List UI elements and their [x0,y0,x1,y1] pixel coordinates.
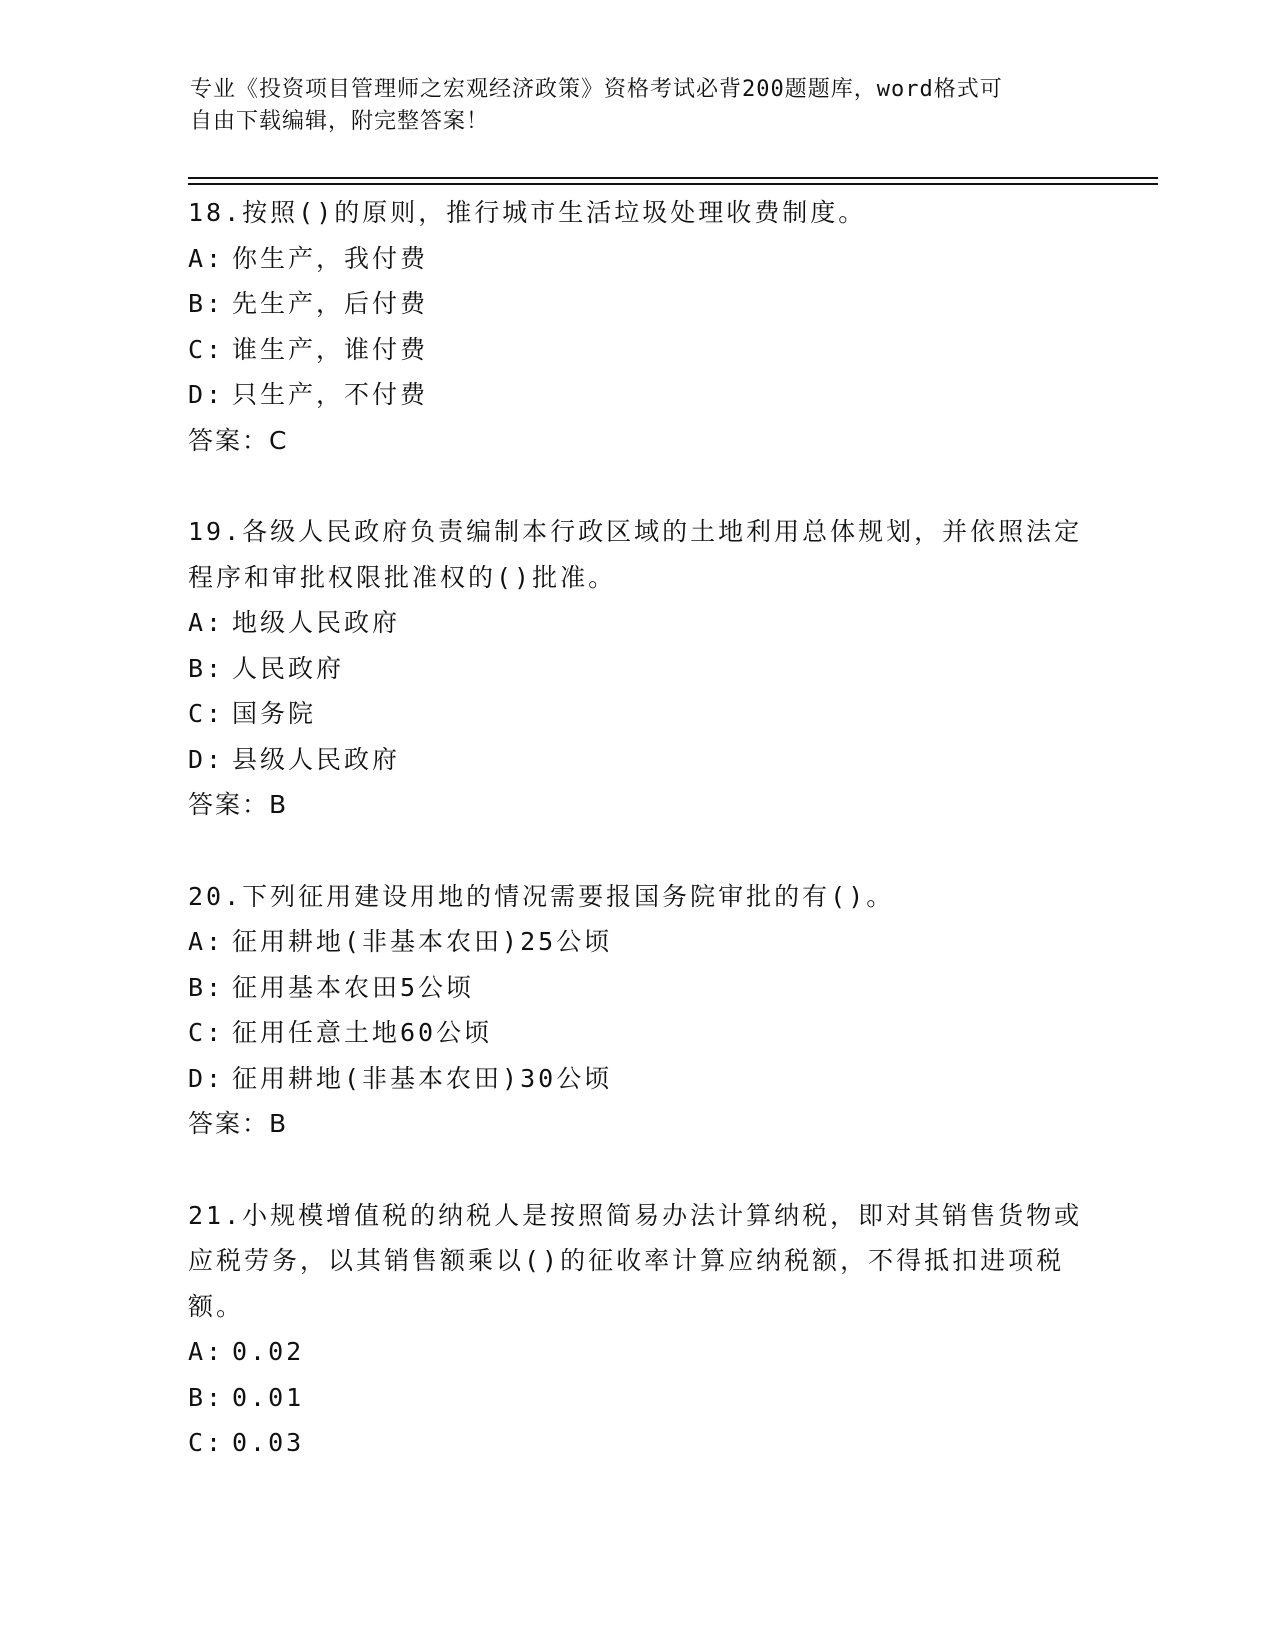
option-key: D: [188,380,225,409]
question-text: 21.小规模增值税的纳税人是按照简易办法计算纳税，即对其销售货物或应税劳务，以其销售额乘以()的征收率计算应纳税额，不得抵扣进项税额。 [188,1200,1083,1321]
option-key: C: [188,1018,225,1047]
option-text: 你生产，我付费 [232,243,429,273]
header-divider-top [188,177,1158,179]
option-text: 0.01 [232,1382,305,1412]
option-c [188,691,1088,737]
option-key: D: [188,744,225,774]
header-line-2: 自由下载编辑，附完整答案！ [190,109,490,134]
option-d [188,1056,1088,1102]
option-key: B: [188,653,225,683]
option-key: A: [188,1337,225,1366]
option-key: D: [188,1063,225,1093]
header-line-1: 专业《投资项目管理师之宏观经济政策》资格考试必背200题题库，word格式可 [190,77,1003,102]
option-c [188,1420,1088,1466]
option-text: 先生产，后付费 [232,289,429,318]
option-text: 0.02 [232,1337,305,1366]
option-d [188,737,1088,783]
option-a [188,600,1088,646]
option-a [188,1329,1088,1375]
question-list [188,190,1088,1512]
option-b [188,1375,1088,1421]
question-20 [188,874,1088,1147]
option-b [188,281,1088,327]
option-key: B: [188,1382,225,1412]
document-header [190,74,1090,138]
option-key: A: [188,243,225,273]
option-d [188,372,1088,418]
question-18 [188,190,1088,463]
option-a [188,919,1088,965]
option-c [188,1010,1088,1056]
option-text: 县级人民政府 [232,744,401,774]
question-text: 18.按照()的原则，推行城市生活垃圾处理收费制度。 [188,198,867,227]
answer-line: 答案：B [188,790,289,819]
option-key: C: [188,699,225,728]
option-text: 征用任意土地60公顷 [232,1018,493,1047]
option-text: 征用耕地(非基本农田)30公顷 [232,1063,613,1093]
option-text: 国务院 [232,699,317,728]
option-key: B: [188,289,225,318]
option-key: C: [188,1428,225,1457]
option-text: 只生产，不付费 [232,380,429,409]
question-text: 20.下列征用建设用地的情况需要报国务院审批的有()。 [188,881,895,911]
option-text: 地级人民政府 [232,608,401,637]
answer-line: 答案：B [188,1109,289,1138]
option-text: 谁生产，谁付费 [232,334,429,364]
option-key: B: [188,972,225,1002]
header-divider-bottom [188,183,1158,185]
question-21 [188,1193,1088,1466]
option-key: A: [188,927,225,956]
option-text: 人民政府 [232,653,345,683]
question-19 [188,509,1088,828]
answer-line: 答案：C [188,425,289,455]
option-c [188,327,1088,373]
option-b [188,965,1088,1011]
option-a [188,236,1088,282]
option-key: C: [188,334,225,364]
option-key: A: [188,608,225,637]
option-b [188,646,1088,692]
option-text: 征用耕地(非基本农田)25公顷 [232,927,613,956]
option-text: 征用基本农田5公顷 [232,972,475,1002]
question-text: 19.各级人民政府负责编制本行政区域的土地利用总体规划，并依照法定程序和审批权限批准权的()批准。 [188,517,1083,592]
option-text: 0.03 [232,1428,305,1457]
